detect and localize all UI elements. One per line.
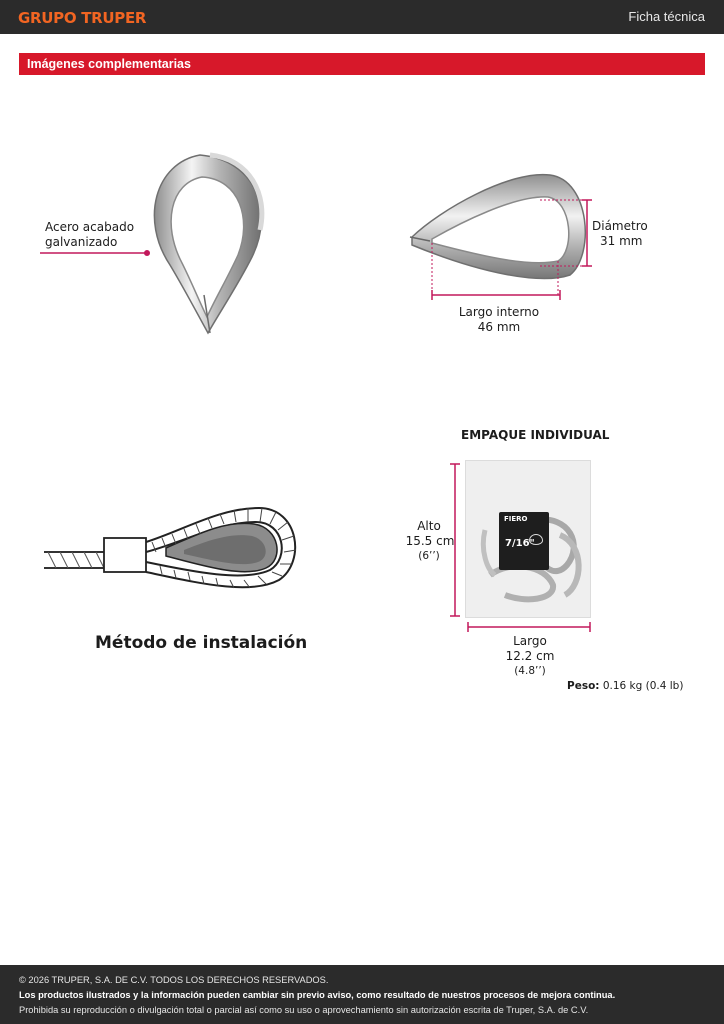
length-label: Largo interno	[458, 305, 540, 319]
diameter-label: Diámetro	[592, 219, 648, 233]
section-header	[19, 53, 705, 75]
footer	[0, 965, 724, 1024]
diameter-dimension-line	[582, 198, 592, 268]
header-bar	[0, 0, 724, 34]
document-type: Ficha técnica	[628, 9, 705, 24]
package-length-label: Largo	[513, 634, 547, 648]
finish-label-line2: galvanizado	[45, 235, 118, 249]
section-title: Imágenes complementarias	[27, 57, 191, 71]
package-height-inches: (6’’)	[418, 550, 440, 562]
thimble-dimension-image	[400, 165, 600, 305]
installation-title: Método de instalación	[95, 633, 308, 653]
diameter-value: 31 mm	[600, 234, 643, 248]
card-size: 7/16"	[505, 538, 535, 549]
package-card	[499, 512, 549, 570]
package-length-line	[466, 622, 592, 632]
brand-logo: GRUPO TRUPER	[18, 9, 147, 27]
package-height-label: Alto	[417, 519, 441, 533]
weight-row	[567, 679, 683, 694]
finish-pointer-line	[40, 248, 155, 258]
installation-diagram	[44, 500, 306, 600]
footer-notice: Los productos ilustrados y la información pueden cambiar sin previo aviso, como resultado de nuestros procesos de mejora continua.	[19, 990, 616, 1000]
length-dimension-line	[430, 290, 562, 300]
weight-label: Peso:	[567, 680, 600, 692]
thimble-image	[140, 145, 275, 340]
package-height-value: 15.5 cm	[405, 534, 455, 548]
package-length-inches: (4.8’’)	[514, 665, 546, 677]
card-brand: FIERO	[504, 515, 528, 523]
package-length-value: 12.2 cm	[505, 649, 555, 663]
footer-prohibition: Prohibida su reproducción o divulgación total o parcial así como su uso o aprovechamiento sin autorización escrita de Truper, S.A. de C.V.	[19, 1005, 589, 1015]
length-value: 46 mm	[477, 320, 521, 334]
footer-copyright: © 2026 TRUPER, S.A. DE C.V. TODOS LOS DERECHOS RESERVADOS.	[19, 975, 329, 985]
finish-label-line1: Acero acabado	[45, 220, 135, 234]
weight-value: 0.16 kg (0.4 lb)	[602, 680, 684, 692]
card-thimble-icon	[529, 534, 543, 545]
package-title: EMPAQUE INDIVIDUAL	[461, 428, 610, 442]
